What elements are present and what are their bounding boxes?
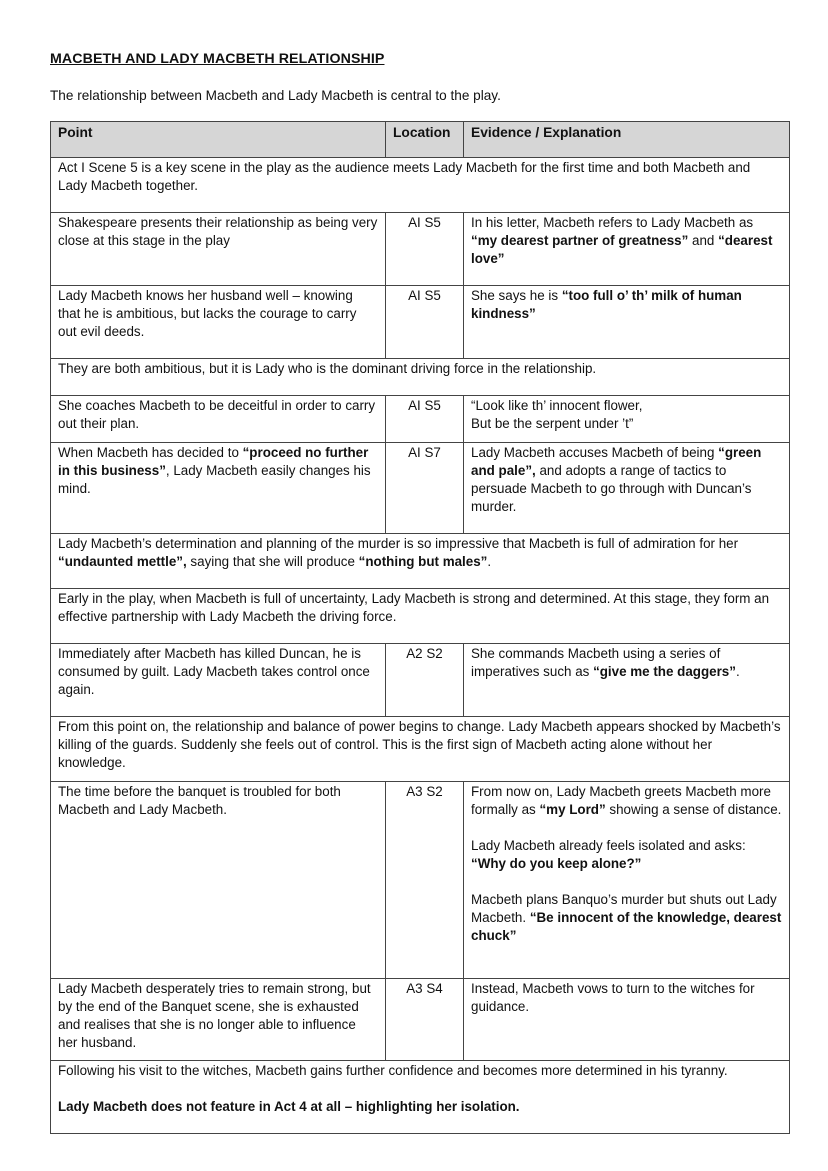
evidence-text: Macbeth plans Banquo’s murder but shuts out Lady Macbeth. xyxy=(471,892,777,925)
location-text: A2 S2 xyxy=(406,646,443,661)
note-text: Early in the play, when Macbeth is full of uncertainty, Lady Macbeth is strong and determined. At this stage, they form an effective partnership with Lady Macbeth the driving force. xyxy=(58,591,770,624)
quote: “Why do you keep alone?” xyxy=(471,856,642,871)
location-text: A3 S2 xyxy=(406,784,443,799)
point-cell xyxy=(51,213,386,286)
location-cell xyxy=(386,213,464,286)
table-row xyxy=(51,782,790,979)
location-cell xyxy=(386,286,464,359)
point-text: Lady Macbeth knows her husband well – knowing that he is ambitious, but lacks the courage to carry out evil deeds. xyxy=(58,288,357,339)
point-text: Immediately after Macbeth has killed Duncan, he is consumed by guilt. Lady Macbeth takes control once again. xyxy=(58,646,370,697)
note-text: From this point on, the relationship and balance of power begins to change. Lady Macbeth appears shocked by Macbeth’s killing of the guards. Suddenly she feels out of control. This is the first sign of Macbeth acting alone without her knowledge. xyxy=(58,719,781,770)
evidence-cell xyxy=(464,396,790,443)
location-cell xyxy=(386,782,464,979)
evidence-text: . xyxy=(735,664,740,679)
point-cell xyxy=(51,644,386,717)
quote: “dearest love” xyxy=(471,233,773,266)
location-text: AI S7 xyxy=(408,445,441,460)
note-cell xyxy=(51,1061,790,1134)
evidence-text: Lady Macbeth already feels isolated and asks: xyxy=(471,838,746,853)
evidence-cell xyxy=(464,644,790,717)
note-text: . xyxy=(487,554,492,569)
evidence-text: She says he is xyxy=(471,288,562,303)
point-cell xyxy=(51,443,386,534)
evidence-paragraph xyxy=(471,891,782,945)
evidence-cell xyxy=(464,443,790,534)
location-text: AI S5 xyxy=(408,288,441,303)
table-row xyxy=(51,396,790,443)
evidence-text: Lady Macbeth accuses Macbeth of being xyxy=(471,445,719,460)
point-text: Lady Macbeth desperately tries to remain strong, but by the end of the Banquet scene, she is exhausted and realises that she is no longer able to influence her husband. xyxy=(58,981,371,1050)
note-text: Lady Macbeth’s determination and planning of the murder is so impressive that Macbeth is full of admiration for her xyxy=(58,536,739,551)
note-row xyxy=(51,717,790,782)
point-cell xyxy=(51,782,386,979)
evidence-cell xyxy=(464,286,790,359)
location-text: AI S5 xyxy=(408,398,441,413)
evidence-paragraph xyxy=(471,837,782,873)
table-row xyxy=(51,443,790,534)
point-text: When Macbeth has decided to xyxy=(58,445,243,460)
note-text: Following his visit to the witches, Macbeth gains further confidence and becomes more determined in his tyranny. xyxy=(58,1063,728,1078)
location-text: AI S5 xyxy=(408,215,441,230)
header-point: Point xyxy=(51,122,386,158)
evidence-text: From now on, Lady Macbeth greets Macbeth more formally as xyxy=(471,784,771,817)
evidence-text: She commands Macbeth using a series of imperatives such as xyxy=(471,646,721,679)
note-cell xyxy=(51,589,790,644)
page-title: MACBETH AND LADY MACBETH RELATIONSHIP xyxy=(50,51,385,67)
point-cell xyxy=(51,396,386,443)
note-cell xyxy=(51,158,790,213)
location-cell xyxy=(386,443,464,534)
quote: But be the serpent under ’t” xyxy=(471,416,634,431)
evidence-paragraph xyxy=(471,783,782,819)
note-text: Act I Scene 5 is a key scene in the play as the audience meets Lady Macbeth for the first time and both Macbeth and Lady Macbeth together. xyxy=(58,160,751,193)
note-cell xyxy=(51,717,790,782)
table-row xyxy=(51,213,790,286)
location-cell xyxy=(386,644,464,717)
header-evidence: Evidence / Explanation xyxy=(464,122,790,158)
note-row xyxy=(51,158,790,213)
note-row xyxy=(51,589,790,644)
note-cell xyxy=(51,534,790,589)
note-text: saying that she will produce xyxy=(186,554,359,569)
note-cell xyxy=(51,359,790,396)
evidence-text: In his letter, Macbeth refers to Lady Macbeth as xyxy=(471,215,754,230)
quote: “nothing but males” xyxy=(358,554,488,569)
quote: “green and pale”, xyxy=(471,445,762,478)
evidence-text: showing a sense of distance. xyxy=(605,802,782,817)
note-row xyxy=(51,534,790,589)
point-cell xyxy=(51,286,386,359)
evidence-text: Instead, Macbeth vows to turn to the witches for guidance. xyxy=(471,981,755,1014)
intro-text: The relationship between Macbeth and Lady Macbeth is central to the play. xyxy=(50,88,501,103)
note-text: They are both ambitious, but it is Lady who is the dominant driving force in the relationship. xyxy=(58,361,597,376)
quote: “my Lord” xyxy=(539,802,606,817)
quote: “undaunted mettle”, xyxy=(58,554,187,569)
note-row xyxy=(51,1061,790,1134)
quote: “proceed no further in this business” xyxy=(58,445,369,478)
header-location: Location xyxy=(386,122,464,158)
evidence-cell xyxy=(464,213,790,286)
point-text: , Lady Macbeth easily changes his mind. xyxy=(58,463,371,496)
quote: “give me the daggers” xyxy=(593,664,736,679)
point-text: She coaches Macbeth to be deceitful in order to carry out their plan. xyxy=(58,398,376,431)
location-cell xyxy=(386,396,464,443)
table-row xyxy=(51,979,790,1061)
evidence-text: and xyxy=(688,233,719,248)
location-text: A3 S4 xyxy=(406,981,443,996)
quote: “too full o’ th’ milk of human kindness” xyxy=(471,288,742,321)
table-header-row xyxy=(51,122,790,158)
quote: “my dearest partner of greatness” xyxy=(471,233,689,248)
table-row xyxy=(51,644,790,717)
point-cell xyxy=(51,979,386,1061)
relationship-table xyxy=(50,121,790,1134)
quote: “Be innocent of the knowledge, dearest chuck” xyxy=(471,910,782,943)
location-cell xyxy=(386,979,464,1061)
table-row xyxy=(51,286,790,359)
note-emphasis: Lady Macbeth does not feature in Act 4 at all – highlighting her isolation. xyxy=(58,1099,520,1114)
evidence-text: and adopts a range of tactics to persuade Macbeth to go through with Duncan’s murder. xyxy=(471,463,752,514)
evidence-cell xyxy=(464,782,790,979)
evidence-cell xyxy=(464,979,790,1061)
note-row xyxy=(51,359,790,396)
point-text: The time before the banquet is troubled for both Macbeth and Lady Macbeth. xyxy=(58,784,341,817)
point-text: Shakespeare presents their relationship as being very close at this stage in the play xyxy=(58,215,378,248)
quote: “Look like th’ innocent flower, xyxy=(471,398,643,413)
